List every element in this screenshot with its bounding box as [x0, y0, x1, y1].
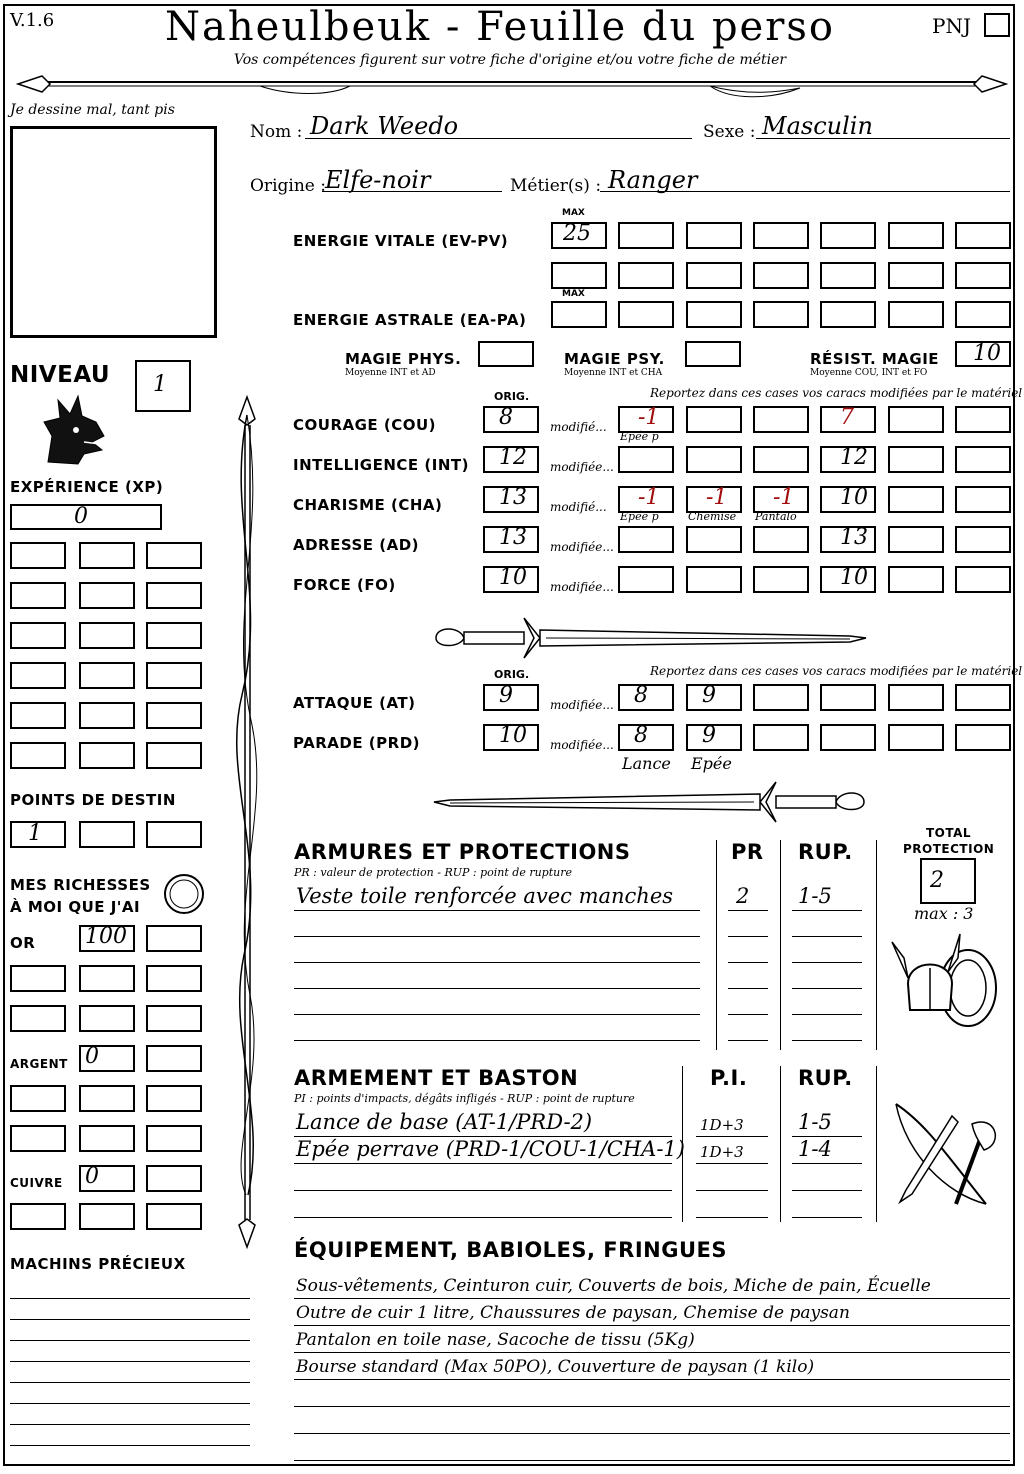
stat-mod-1-0[interactable]	[618, 446, 674, 473]
magie-psy-box[interactable]	[685, 341, 741, 367]
destin-box-1[interactable]: 1	[10, 821, 66, 848]
precious-line-3	[10, 1361, 250, 1362]
stat-mod-2-1[interactable]: -1	[686, 486, 742, 513]
ea-label: ENERGIE ASTRALE (EA-PA)	[293, 311, 527, 329]
wealth-box-5-1[interactable]	[79, 1125, 135, 1152]
weapon-note-epee: Epée	[691, 754, 732, 773]
xp-box-2-0[interactable]	[10, 622, 66, 649]
armor-title: ARMURES ET PROTECTIONS	[294, 840, 631, 864]
wealth-box-2-2[interactable]	[146, 1005, 202, 1032]
precious-line-5	[10, 1403, 250, 1404]
sexe-label: Sexe :	[703, 122, 756, 142]
equipment-line-2	[294, 1352, 1010, 1353]
stat-mod-4-2[interactable]	[753, 566, 809, 593]
precious-line-7	[10, 1445, 250, 1446]
xp-box-2-1[interactable]	[79, 622, 135, 649]
combat-modifie-1: modifiée...	[550, 738, 614, 752]
ev-label: ENERGIE VITALE (EV-PV)	[293, 232, 509, 250]
xp-box-4-0[interactable]	[10, 702, 66, 729]
wealth-box-5-2[interactable]	[146, 1125, 202, 1152]
equipment-line-6	[294, 1460, 1010, 1461]
ev-box-row2-4[interactable]	[820, 262, 876, 289]
combat-mod-0-3[interactable]	[820, 684, 876, 711]
equipment-line-5	[294, 1433, 1010, 1434]
stat-label-3: ADRESSE (AD)	[293, 536, 420, 554]
metier-value[interactable]: Ranger	[608, 166, 698, 194]
resist-magie-label: RÉSIST. MAGIE	[810, 350, 940, 368]
weapon-line-1	[294, 1163, 672, 1164]
armor-rup-line-5	[792, 1040, 862, 1041]
machins-precieux-label: MACHINS PRÉCIEUX	[10, 1255, 186, 1273]
xp-box-5-1[interactable]	[79, 742, 135, 769]
weapon-pi-line-3	[696, 1217, 768, 1218]
combat-mod-1-3[interactable]	[820, 724, 876, 751]
xp-box-0-2[interactable]	[146, 542, 202, 569]
destin-box-2[interactable]	[79, 821, 135, 848]
niveau-label: NIVEAU	[10, 362, 111, 388]
magie-phys-box[interactable]	[478, 341, 534, 367]
precious-line-2	[10, 1340, 250, 1341]
ev-box-1[interactable]	[618, 222, 674, 249]
weapon-item-name[interactable]: Lance de base (AT-1/PRD-2)	[296, 1110, 593, 1134]
weapon-pi-line-2	[696, 1190, 768, 1191]
stat-label-4: FORCE (FO)	[293, 576, 396, 594]
wealth-box-5-0[interactable]	[10, 1125, 66, 1152]
xp-box-4-1[interactable]	[79, 702, 135, 729]
stat-modifie-2: modifié...	[550, 500, 607, 514]
equipment-line-4	[294, 1406, 1010, 1407]
stats-report-note: Reportez dans ces cases vos caracs modifiées par le matériel	[650, 386, 1023, 400]
magie-psy-label: MAGIE PSY.	[564, 350, 665, 368]
wealth-box-6-2[interactable]	[146, 1165, 202, 1192]
weapon-rup-line-3	[792, 1217, 862, 1218]
armor-line-3	[294, 988, 700, 989]
magie-phys-note: Moyenne INT et AD	[345, 368, 436, 378]
wealth-box-4-0[interactable]	[10, 1085, 66, 1112]
weapons-title: ARMEMENT ET BASTON	[294, 1066, 579, 1090]
combat-mod-0-1[interactable]: 9	[686, 684, 742, 711]
stat-mod-3-3[interactable]: 13	[820, 526, 876, 553]
stat-mod-0-0[interactable]: -1	[618, 406, 674, 433]
cuivre-label: CUIVRE	[10, 1176, 63, 1190]
ev-box-6[interactable]	[955, 222, 1011, 249]
ea-box-0[interactable]	[551, 301, 607, 328]
wealth-box-1-1[interactable]	[79, 965, 135, 992]
stat-modifie-1: modifiée...	[550, 460, 614, 474]
weapon-item-pi[interactable]: 1D+3	[700, 1116, 744, 1134]
stat-mod-0-4[interactable]	[955, 406, 1011, 433]
ev-box-row2-6[interactable]	[955, 262, 1011, 289]
xp-box[interactable]: 0	[10, 504, 162, 530]
armor-rup-line-1	[792, 936, 862, 937]
total-protection-box[interactable]: 2	[920, 858, 976, 904]
armor-line-4	[294, 1014, 700, 1015]
weapon-rup-line-2	[792, 1190, 862, 1191]
stat-mod-0-3[interactable]: 7	[820, 406, 876, 433]
equipment-title: ÉQUIPEMENT, BABIOLES, FRINGUES	[294, 1238, 727, 1262]
weapon-item-pi[interactable]: 1D+3	[700, 1143, 744, 1161]
armor-pr-line-5	[728, 1040, 768, 1041]
stat-mod-1-3[interactable]: 12	[820, 446, 876, 473]
armor-pr-line-0	[728, 910, 768, 911]
combat-modifie-0: modifiée...	[550, 698, 614, 712]
wealth-box-7-0[interactable]	[10, 1203, 66, 1230]
stat-mod-note-2-1: Chemise	[688, 510, 737, 523]
wealth-box-2-0[interactable]	[10, 1005, 66, 1032]
portrait-caption: Je dessine mal, tant pis	[10, 102, 175, 118]
ev-box-4[interactable]	[820, 222, 876, 249]
stat-mod-extra-3[interactable]	[888, 526, 944, 553]
xp-box-1-0[interactable]	[10, 582, 66, 609]
metier-label: Métier(s) :	[510, 176, 602, 196]
ev-box-3[interactable]	[753, 222, 809, 249]
stat-mod-3-1[interactable]	[686, 526, 742, 553]
stat-mod-1-2[interactable]	[753, 446, 809, 473]
stat-orig-1[interactable]: 12	[483, 446, 539, 473]
resist-magie-note: Moyenne COU, INT et FO	[810, 368, 928, 378]
wealth-box-6-1[interactable]: 0	[79, 1165, 135, 1192]
precious-line-0	[10, 1298, 250, 1299]
stat-mod-2-4[interactable]	[955, 486, 1011, 513]
pnj-label: PNJ	[932, 14, 971, 38]
destin-label: POINTS DE DESTIN	[10, 791, 176, 809]
stat-mod-note-2-2: Pantalo	[755, 510, 797, 523]
precious-line-1	[10, 1319, 250, 1320]
stat-mod-extra-0[interactable]	[888, 406, 944, 433]
xp-box-0-1[interactable]	[79, 542, 135, 569]
stat-mod-4-4[interactable]	[955, 566, 1011, 593]
armor-pr-header: PR	[731, 840, 764, 864]
equipment-line-text[interactable]: Sous-vêtements, Ceinturon cuir, Couverts de bois, Miche de pain, Écuelle	[296, 1276, 931, 1296]
stat-mod-3-4[interactable]	[955, 526, 1011, 553]
total-protection-max: max : 3	[914, 904, 974, 923]
weapons-icon	[886, 1094, 1006, 1216]
stat-mod-0-2[interactable]	[753, 406, 809, 433]
combat-mod-0-4[interactable]	[888, 684, 944, 711]
armor-line-5	[294, 1040, 700, 1041]
combat-report-note: Reportez dans ces cases vos caracs modifiées par le matériel	[650, 664, 1023, 678]
nom-label: Nom :	[250, 122, 303, 142]
stat-mod-3-2[interactable]	[753, 526, 809, 553]
combat-orig-0[interactable]: 9	[483, 684, 539, 711]
helmet-shield-icon	[890, 928, 1002, 1034]
armor-rup-line-0	[792, 910, 862, 911]
stat-modifie-0: modifié...	[550, 420, 607, 434]
magie-psy-note: Moyenne INT et CHA	[564, 368, 663, 378]
xp-box-1-1[interactable]	[79, 582, 135, 609]
equipment-line-3	[294, 1379, 1010, 1380]
dragon-head-icon	[38, 392, 108, 466]
armor-rup-line-2	[792, 962, 862, 963]
armor-item-name[interactable]: Veste toile renforcée avec manches	[296, 884, 674, 908]
magie-phys-label: MAGIE PHYS.	[345, 350, 462, 368]
xp-box-2-2[interactable]	[146, 622, 202, 649]
stat-orig-3[interactable]: 13	[483, 526, 539, 553]
armor-line-0	[294, 910, 700, 911]
wealth-box-4-1[interactable]	[79, 1085, 135, 1112]
ev-box-0[interactable]: 25	[551, 222, 607, 249]
sheet-title: Naheulbeuk - Feuille du perso	[165, 4, 835, 50]
ev-box-row2-2[interactable]	[686, 262, 742, 289]
armor-item-pr[interactable]: 2	[736, 884, 750, 908]
combat-orig-1[interactable]: 10	[483, 724, 539, 751]
stat-label-0: COURAGE (COU)	[293, 416, 437, 434]
version-label: V.1.6	[10, 10, 55, 31]
stat-orig-0[interactable]: 8	[483, 406, 539, 433]
weapon-item-rup[interactable]: 1-5	[798, 1110, 832, 1134]
sexe-value[interactable]: Masculin	[762, 112, 873, 140]
combat-mod-0-0[interactable]: 8	[618, 684, 674, 711]
armor-note: PR : valeur de protection - RUP : point de rupture	[294, 866, 572, 879]
xp-label: EXPÉRIENCE (XP)	[10, 478, 164, 496]
ev-box-row2-3[interactable]	[753, 262, 809, 289]
stat-mod-1-1[interactable]	[686, 446, 742, 473]
orig-label: ORIG.	[494, 390, 530, 403]
vertical-spear-icon	[222, 395, 272, 1250]
combat-mod-1-2[interactable]	[753, 724, 809, 751]
stat-mod-4-3[interactable]: 10	[820, 566, 876, 593]
coin-icon	[162, 872, 206, 916]
weapon-pi-line-1	[696, 1163, 768, 1164]
weapon-pi-line-0	[696, 1136, 768, 1137]
xp-box-3-2[interactable]	[146, 662, 202, 689]
wealth-box-0-2[interactable]	[146, 925, 202, 952]
stat-orig-4[interactable]: 10	[483, 566, 539, 593]
armor-line-1	[294, 936, 700, 937]
precious-line-6	[10, 1424, 250, 1425]
ea-box-6[interactable]	[955, 301, 1011, 328]
pnj-checkbox[interactable]	[984, 13, 1010, 37]
ev-box-row2-5[interactable]	[888, 262, 944, 289]
niveau-box[interactable]: 1	[135, 360, 191, 412]
stat-mod-2-0[interactable]: -1	[618, 486, 674, 513]
wealth-box-3-1[interactable]: 0	[79, 1045, 135, 1072]
equipment-line-text[interactable]: Outre de cuir 1 litre, Chaussures de paysan, Chemise de paysan	[296, 1303, 850, 1323]
portrait-box[interactable]	[10, 126, 217, 338]
combat-label-0: ATTAQUE (AT)	[293, 694, 416, 712]
wealth-box-1-2[interactable]	[146, 965, 202, 992]
combat-mod-0-2[interactable]	[753, 684, 809, 711]
armor-rup-line-3	[792, 988, 862, 989]
weapons-rup-header: RUP.	[798, 1066, 853, 1090]
combat-mod-0-5[interactable]	[955, 684, 1011, 711]
total-protection-label-1: TOTAL	[926, 826, 972, 840]
equipment-line-text[interactable]: Pantalon en toile nase, Sacoche de tissu (5Kg)	[296, 1330, 695, 1350]
richesses-label-1: MES RICHESSES	[10, 876, 151, 894]
ea-box-3[interactable]	[753, 301, 809, 328]
stat-mod-3-0[interactable]	[618, 526, 674, 553]
stat-label-2: CHARISME (CHA)	[293, 496, 443, 514]
equipment-line-0	[294, 1298, 1010, 1299]
stat-mod-extra-4[interactable]	[888, 566, 944, 593]
stat-modifie-3: modifiée...	[550, 540, 614, 554]
origine-value[interactable]: Elfe-noir	[325, 166, 431, 194]
armor-pr-line-2	[728, 962, 768, 963]
armor-pr-line-4	[728, 1014, 768, 1015]
spear-divider-icon	[10, 66, 1014, 102]
stat-mod-2-2[interactable]: -1	[753, 486, 809, 513]
weapon-rup-line-1	[792, 1163, 862, 1164]
combat-mod-1-5[interactable]	[955, 724, 1011, 751]
stat-mod-extra-1[interactable]	[888, 446, 944, 473]
ev-box-5[interactable]	[888, 222, 944, 249]
destin-box-3[interactable]	[146, 821, 202, 848]
combat-mod-1-4[interactable]	[888, 724, 944, 751]
or-label: OR	[10, 934, 36, 952]
armor-pr-line-1	[728, 936, 768, 937]
armor-rup-line-4	[792, 1014, 862, 1015]
ev-box-row2-0[interactable]	[551, 262, 607, 289]
weapon-item-rup[interactable]: 1-4	[798, 1137, 832, 1161]
argent-label: ARGENT	[10, 1057, 68, 1071]
sheet-subtitle: Vos compétences figurent sur votre fiche d'origine et/ou votre fiche de métier	[233, 52, 787, 68]
sword-icon-2	[430, 778, 870, 828]
xp-box-5-0[interactable]	[10, 742, 66, 769]
xp-box-0-0[interactable]	[10, 542, 66, 569]
weapon-note-lance: Lance	[622, 754, 671, 773]
ev-box-row2-1[interactable]	[618, 262, 674, 289]
stat-mod-extra-2[interactable]	[888, 486, 944, 513]
equipment-line-text[interactable]: Bourse standard (Max 50PO), Couverture de paysan (1 kilo)	[296, 1357, 815, 1377]
ea-box-2[interactable]	[686, 301, 742, 328]
armor-pr-line-3	[728, 988, 768, 989]
equipment-line-1	[294, 1325, 1010, 1326]
wealth-box-1-0[interactable]	[10, 965, 66, 992]
stat-mod-note-2-0: Epée p	[620, 510, 659, 523]
wealth-box-3-2[interactable]	[146, 1045, 202, 1072]
stat-mod-4-0[interactable]	[618, 566, 674, 593]
ea-max-label: MAX	[562, 289, 585, 299]
resist-magie-box[interactable]: 10	[955, 341, 1011, 367]
xp-box-1-2[interactable]	[146, 582, 202, 609]
armor-item-rup[interactable]: 1-5	[798, 884, 832, 908]
precious-line-4	[10, 1382, 250, 1383]
armor-line-2	[294, 962, 700, 963]
xp-box-5-2[interactable]	[146, 742, 202, 769]
xp-box-3-0[interactable]	[10, 662, 66, 689]
xp-box-3-1[interactable]	[79, 662, 135, 689]
total-protection-label-2: PROTECTION	[903, 842, 995, 856]
weapon-item-name[interactable]: Epée perrave (PRD-1/COU-1/CHA-1)	[296, 1137, 685, 1161]
xp-box-4-2[interactable]	[146, 702, 202, 729]
armor-rup-header: RUP.	[798, 840, 853, 864]
stat-modifie-4: modifiée...	[550, 580, 614, 594]
wealth-box-7-2[interactable]	[146, 1203, 202, 1230]
ea-box-5[interactable]	[888, 301, 944, 328]
ev-max-label: MAX	[562, 208, 585, 218]
weapon-line-3	[294, 1217, 672, 1218]
weapons-pi-header: P.I.	[710, 1066, 748, 1090]
combat-mod-1-0[interactable]: 8	[618, 724, 674, 751]
sword-icon	[430, 612, 870, 662]
stat-mod-0-1[interactable]	[686, 406, 742, 433]
stat-mod-note-0-0: Epée p	[620, 430, 659, 443]
wealth-box-2-1[interactable]	[79, 1005, 135, 1032]
stat-label-1: INTELLIGENCE (INT)	[293, 456, 469, 474]
ev-box-2[interactable]	[686, 222, 742, 249]
nom-value[interactable]: Dark Weedo	[310, 112, 459, 140]
stat-mod-2-3[interactable]: 10	[820, 486, 876, 513]
stat-mod-1-4[interactable]	[955, 446, 1011, 473]
wealth-box-7-1[interactable]	[79, 1203, 135, 1230]
wealth-box-4-2[interactable]	[146, 1085, 202, 1112]
combat-mod-1-1[interactable]: 9	[686, 724, 742, 751]
combat-label-1: PARADE (PRD)	[293, 734, 421, 752]
combat-orig-label: ORIG.	[494, 668, 530, 681]
weapons-note: PI : points d'impacts, dégâts infligés - RUP : point de rupture	[294, 1092, 635, 1105]
ea-box-1[interactable]	[618, 301, 674, 328]
richesses-label-2: À MOI QUE J'AI	[10, 898, 141, 916]
stat-mod-4-1[interactable]	[686, 566, 742, 593]
wealth-box-0-1[interactable]: 100	[79, 925, 135, 952]
ea-box-4[interactable]	[820, 301, 876, 328]
weapon-line-2	[294, 1190, 672, 1191]
origine-label: Origine :	[250, 176, 326, 196]
stat-orig-2[interactable]: 13	[483, 486, 539, 513]
